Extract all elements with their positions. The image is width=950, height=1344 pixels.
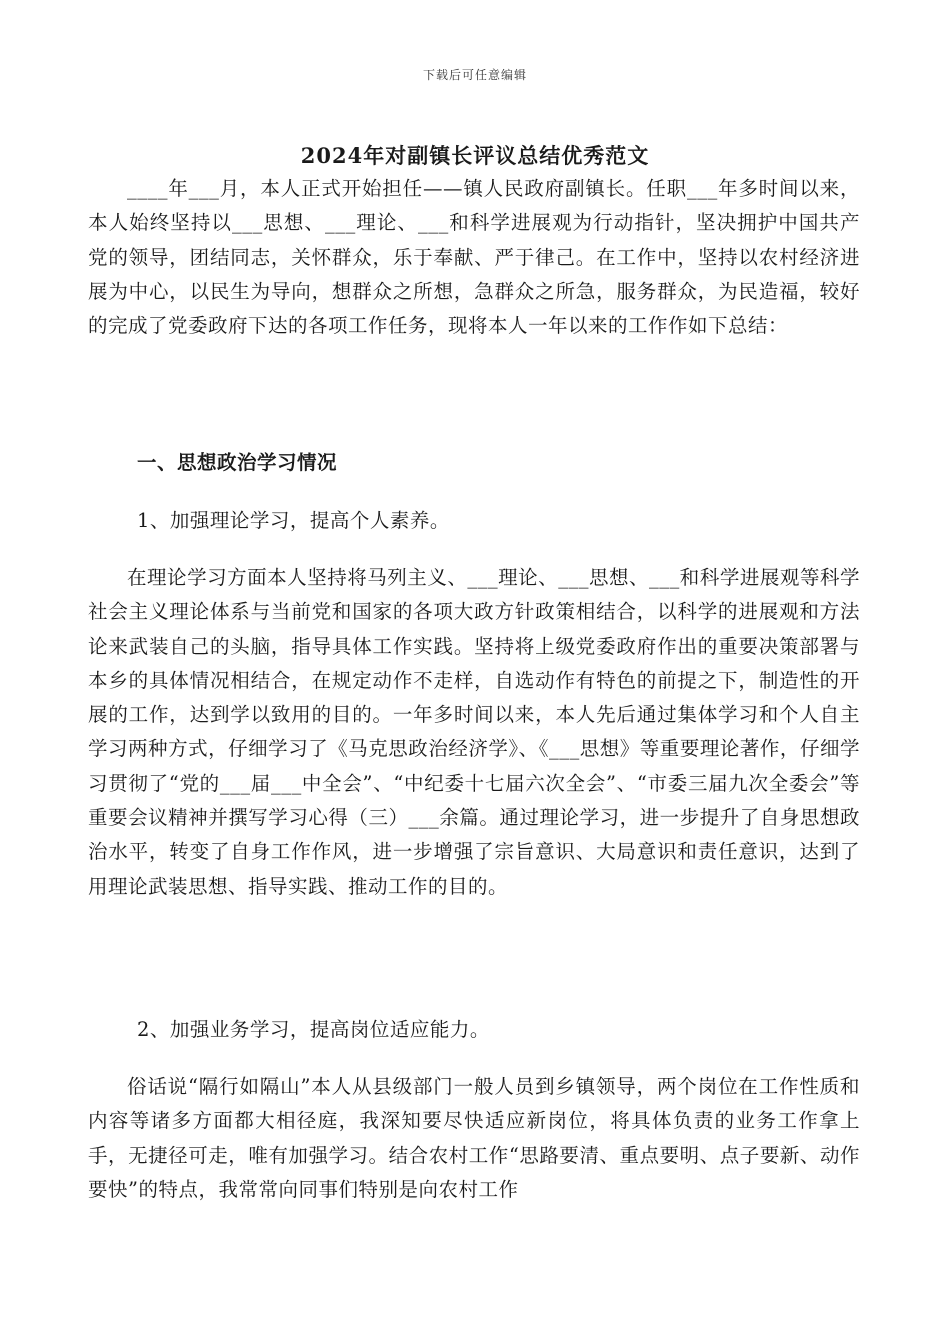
item-body-1: 在理论学习方面本人坚持将马列主义、___理论、___思想、___和科学进展观等科学社会主义理论体系与当前党和国家的各项大政方针政策相结合，以科学的进展观和方法论来武装自己的头脑，指导具体工作实践。坚持将上级党委政府作出的重要决策部署与本乡的具体情况相结合，在规定动作不走样，自选动作有特色的前提之下，制造性的开展的工作，达到学以致用的目的。一年多时间以来，本人先后通过集体学习和个人自主学习两种方式，仔细学习了《马克思政治经济学》、《___思想》等重要理论著作，仔细学习贯彻了“党的___届___中全会”、“中纪委十七届六次全会”、“市委三届九次全委会”等重要会议精神并撰写学习心得（三）___余篇。通过理论学习，进一步提升了自身思想政治水平，转变了自身工作作风，进一步增强了宗旨意识、大局意识和责任意识，达到了用理论武装思想、指导实践、推动工作的目的。	[88, 566, 860, 898]
item-heading-1: 1、加强理论学习，提高个人素养。	[137, 509, 450, 532]
item-heading-2: 2、加强业务学习，提高岗位适应能力。	[137, 1018, 490, 1041]
item-body-2: 俗话说“隔行如隔山”本人从县级部门一般人员到乡镇领导，两个岗位在工作性质和内容等诸多方面都大相径庭，我深知要尽快适应新岗位，将具体负责的业务工作拿上手，无捷径可走，唯有加强学习。结合农村工作“思路要清、重点要明、点子要新、动作要快”的特点，我常常向同事们特别是向农村工作	[88, 1075, 860, 1201]
intro-paragraph: ____年___月，本人正式开始担任——镇人民政府副镇长。任职___年多时间以来，本人始终坚持以___思想、___理论、___和科学进展观为行动指针，坚决拥护中国共产党的领导，团结同志，关怀群众，乐于奉献、严于律己。在工作中，坚持以农村经济进展为中心，以民生为导向，想群众之所想，急群众之所急，服务群众，为民造福，较好的完成了党委政府下达的各项工作任务，现将本人一年以来的工作作如下总结：	[88, 177, 860, 338]
document-title: 2024年对副镇长评议总结优秀范文	[300, 143, 650, 168]
header-note: 下载后可任意编辑	[422, 68, 527, 82]
section-heading-1: 一、思想政治学习情况	[137, 451, 338, 474]
